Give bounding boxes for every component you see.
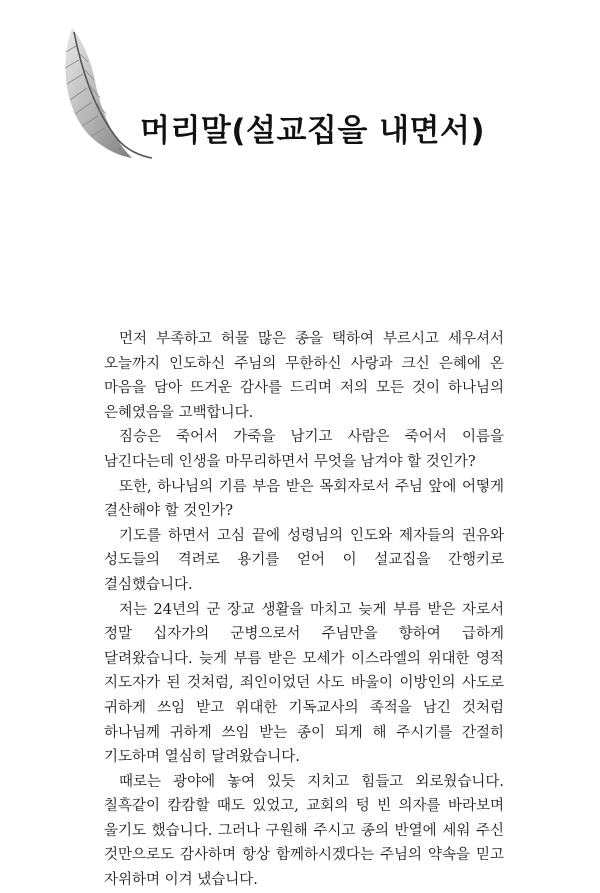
paragraph: 또한, 하나님의 기름 부음 받은 목회자로서 주님 앞에 어떻게 결산해야 할 것인가? <box>104 478 504 520</box>
page-title: 머리말(설교집을 내면서) <box>140 113 486 149</box>
paragraph: 때로는 광야에 놓여 있듯 지치고 힘들고 외로웠습니다. 칠흑같이 캄캄할 때도 있었고, 교회의 텅 빈 의자를 바라보며 울기도 했습니다. 그러나 구원해 주시고 종의 반열에 세워 주신 것만으로도 감사하며 항상 함께하시겠다는 주님의 약속을 믿고 자위하며 이겨 냈습니다. <box>104 773 504 889</box>
preface-body <box>104 327 504 893</box>
paragraph: 기도를 하면서 고심 끝에 성령님의 인도와 제자들의 권유와 성도들의 격려로 용기를 얻어 이 설교집을 간행키로 결심했습니다. <box>104 527 504 593</box>
paragraph: 저는 24년의 군 장교 생활을 마치고 늦게 부름 받은 자로서 정말 십자가의 군병으로서 주님만을 향하여 급하게 달려왔습니다. 늦게 부름 받은 모세가 이스라엘의 위대한 영적 지도자가 된 것처럼, 죄인이었던 사도 바울이 이방인의 사도로 귀하게 쓰임 받고 위대한 기독교사의 족적을 남긴 것처럼 하나님께 귀하게 쓰임 받는 종이 되게 해 주시기를 간절히 기도하며 열심히 달려왔습니다. <box>104 601 504 766</box>
paragraph: 짐승은 죽어서 가죽을 남기고 사람은 죽어서 이름을 남긴다는데 인생을 마무리하면서 무엇을 남겨야 할 것인가? <box>104 429 504 470</box>
paragraph: 먼저 부족하고 허물 많은 종을 택하여 부르시고 세우셔서 오늘까지 인도하신 주님의 무한하신 사랑과 크신 은혜에 온 마음을 담아 뜨거운 감사를 드리며 저의 모든 것이 하나님의 은혜였음을 고백합니다. <box>104 331 504 421</box>
